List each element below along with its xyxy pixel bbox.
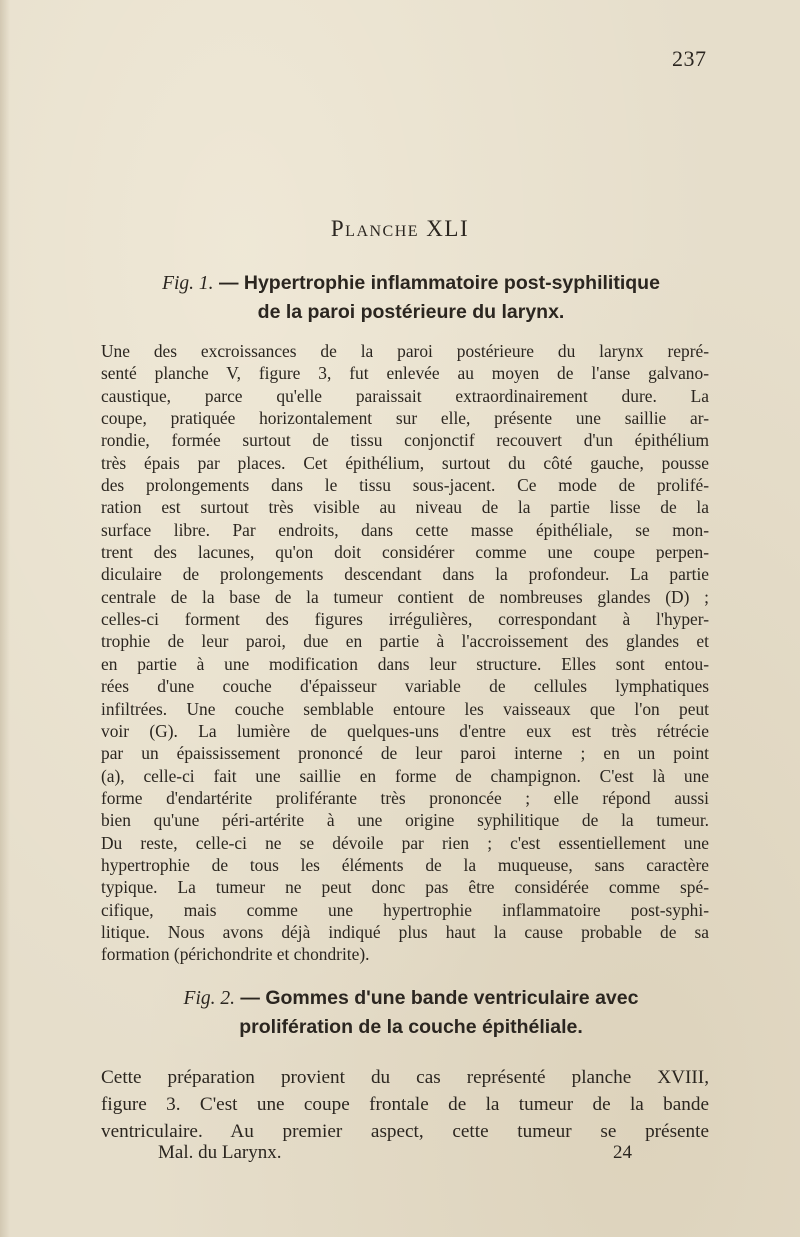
text-line: diculaire de prolongements descendant dans la profondeur. La partie xyxy=(101,564,709,585)
text-line: coupe, pratiquée horizontalement sur elle, présente une saillie ar- xyxy=(101,408,709,429)
text-line: ration est surtout très visible au niveau de la partie lisse de la xyxy=(101,497,709,518)
text-line: senté planche V, figure 3, fut enlevée au moyen de l'anse galvano- xyxy=(101,363,709,384)
text-line: trophie de leur paroi, due en partie à l'accroissement des glandes et xyxy=(101,631,709,652)
text-line: formation (périchondrite et chondrite). xyxy=(101,944,370,965)
text-line: litique. Nous avons déjà indiqué plus haut la cause probable de sa xyxy=(101,921,709,942)
page-number: 237 xyxy=(672,46,707,71)
figure-2-dash: — xyxy=(235,987,266,1009)
text-line: centrale de la base de la tumeur contient de nombreuses glandes (D) ; xyxy=(101,586,709,607)
text-line: rées d'une couche d'épaisseur variable de cellules lymphatiques xyxy=(101,676,709,697)
figure-1-heading xyxy=(105,269,717,327)
figure-1-label: Fig. 1. xyxy=(162,273,214,294)
page-binding-shadow xyxy=(0,0,10,1237)
text-line: en partie à une modification dans leur structure. Elles sont entou- xyxy=(101,653,709,674)
text-line: ventriculaire. Au premier aspect, cette tumeur se présente xyxy=(101,1121,709,1142)
text-line: caustique, parce qu'elle paraissait extraordinairement dure. La xyxy=(101,385,709,406)
text-line: celles-ci forment des figures irrégulières, correspondant à l'hyper- xyxy=(101,609,709,630)
figure-1-title-line-1: Hypertrophie inflammatoire post-syphilitique xyxy=(243,272,660,294)
figure-1-title-line-2: de la paroi postérieure du larynx. xyxy=(257,301,565,323)
figure-2-label: Fig. 2. xyxy=(183,988,235,1009)
figure-2-heading xyxy=(105,984,717,1042)
text-line: surface libre. Par endroits, dans cette masse épithéliale, se mon- xyxy=(101,519,709,540)
text-line: hypertrophie de tous les éléments de la muqueuse, sans caractère xyxy=(101,854,709,875)
text-line: Une des excroissances de la paroi postérieure du larynx repré- xyxy=(101,341,709,361)
figure-2-title-line-1: Gommes d'une bande ventriculaire avec xyxy=(265,987,639,1009)
plate-title: Planche XLI xyxy=(330,216,470,241)
footer-signature-mark: 24 xyxy=(613,1142,632,1163)
text-line: Cette préparation provient du cas représenté planche XVIII, xyxy=(101,1067,709,1088)
figure-1-heading-line-1 xyxy=(105,269,717,298)
text-line: très épais par places. Cet épithélium, surtout du côté gauche, pousse xyxy=(101,452,709,473)
text-line: typique. La tumeur ne peut donc pas être considérée comme spé- xyxy=(101,877,709,898)
text-line: Du reste, celle-ci ne se dévoile par rien ; c'est essentiellement une xyxy=(101,832,709,853)
text-line: forme d'endartérite proliférante très prononcée ; elle répond aussi xyxy=(101,787,709,808)
figure-2-description xyxy=(101,1064,709,1145)
text-line: rondie, formée surtout de tissu conjonctif recouvert d'un épithélium xyxy=(101,430,709,451)
text-line: voir (G). La lumière de quelques-uns d'entre eux est très rétrécie xyxy=(101,720,709,741)
text-line: (a), celle-ci fait une saillie en forme de champignon. C'est là une xyxy=(101,765,709,786)
figure-2-title-line-2: prolifération de la couche épithéliale. xyxy=(239,1016,583,1038)
text-line: par un épaississement prononcé de leur paroi interne ; en un point xyxy=(101,743,709,764)
figure-1-dash: — xyxy=(213,272,244,294)
text-line: cifique, mais comme une hypertrophie inflammatoire post-syphi- xyxy=(101,899,709,920)
text-line: bien qu'une péri-artérite à une origine syphilitique de la tumeur. xyxy=(101,810,709,831)
text-line: des prolongements dans le tissu sous-jacent. Ce mode de prolifé- xyxy=(101,475,709,496)
figure-2-heading-line-1 xyxy=(105,984,717,1013)
text-line: trent des lacunes, qu'on doit considérer comme une coupe perpen- xyxy=(101,542,709,563)
text-line: infiltrées. Une couche semblable entoure les vaisseaux que l'on peut xyxy=(101,698,709,719)
footer-book-title: Mal. du Larynx. xyxy=(158,1142,282,1163)
figure-1-description xyxy=(101,340,709,966)
text-line: figure 3. C'est une coupe frontale de la tumeur de la bande xyxy=(101,1094,709,1115)
